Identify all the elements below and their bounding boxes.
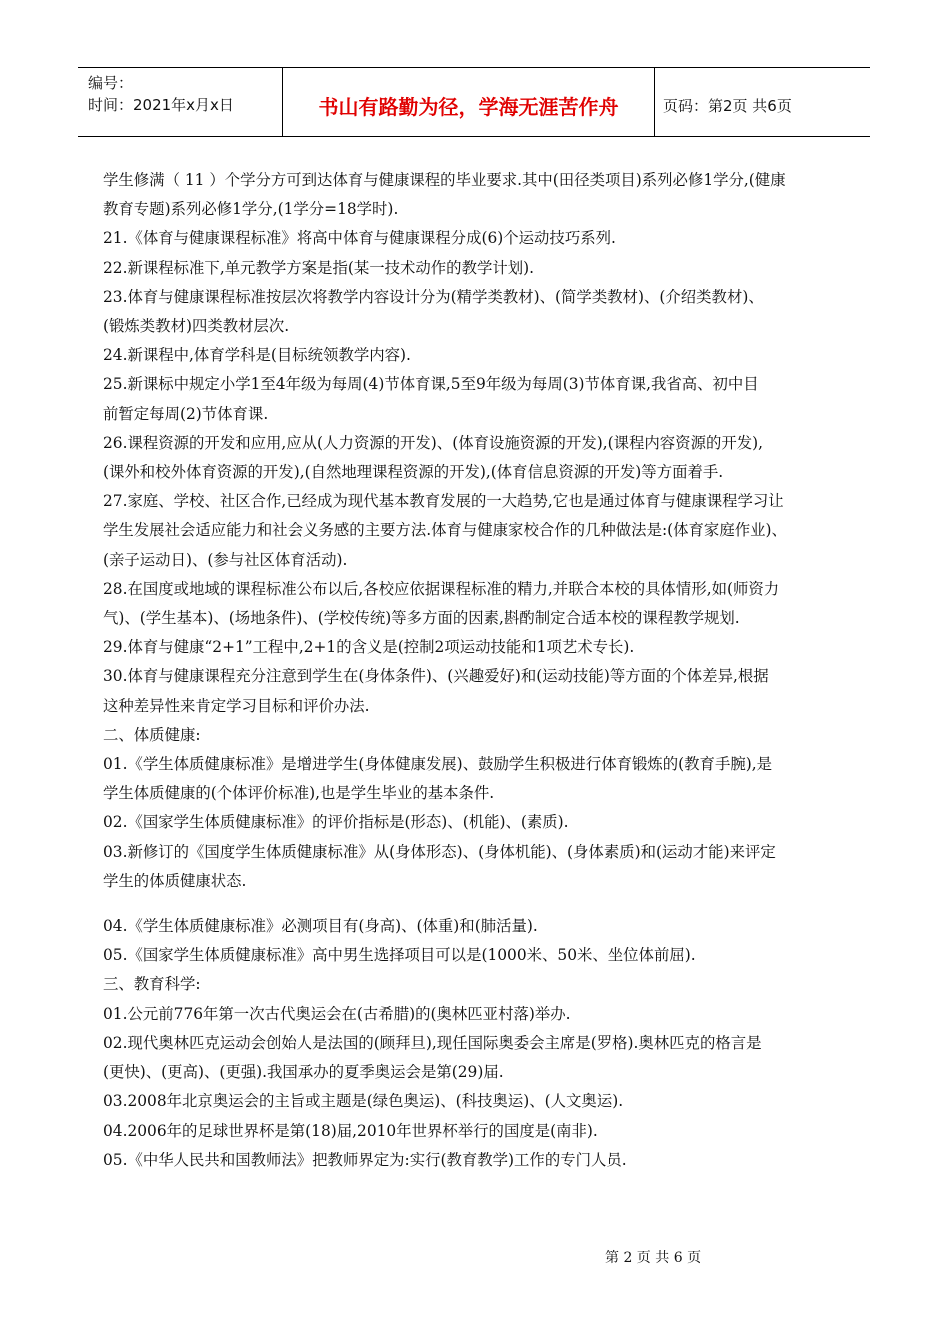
text-line: 学生的体质健康状态. [103, 871, 247, 890]
text-line: 学生发展社会适应能力和社会义务感的主要方法.体育与健康家校合作的几种做法是:(体育家庭作业)、 [103, 521, 787, 540]
text-line: 前暂定每周(2)节体育课. [103, 404, 269, 423]
text-line: 05.《中华人民共和国教师法》把教师界定为:实行(教育教学)工作的专门人员. [103, 1150, 627, 1169]
number-label: 编号： [88, 74, 134, 92]
paragraph-gap [103, 896, 851, 912]
text-line: 学生修满（ 11 ）个学分方可到达体育与健康课程的毕业要求.其中(田径类项目)系列必修1学分,(健康 [103, 171, 786, 189]
text-line: 05.《国家学生体质健康标准》高中男生选择项目可以是(1000米、50米、坐位体前屈). [103, 946, 696, 965]
text-line: 22.新课程标准下,单元教学方案是指(某一技术动作的教学计划). [103, 258, 535, 277]
body-block-1 [103, 166, 851, 896]
text-line: 04.2006年的足球世界杯是第(18)届,2010年世界杯举行的国度是(南非). [103, 1121, 598, 1140]
text-line: (更快)、(更高)、(更强).我国承办的夏季奥运会是第(29)届. [103, 1063, 504, 1082]
text-line: 25.新课标中规定小学1至4年级为每周(4)节体育课,5至9年级为每周(3)节体育课,我省高、初中目 [103, 375, 759, 394]
text-line: 24.新课程中,体育学科是(目标统领教学内容). [103, 346, 411, 365]
text-line: 21.《体育与健康课程标准》将高中体育与健康课程分成(6)个运动技巧系列. [103, 229, 616, 248]
text-line: 学生体质健康的(个体评价标准),也是学生毕业的基本条件. [103, 784, 495, 803]
text-line: 30.体育与健康课程充分注意到学生在(身体条件)、(兴趣爱好)和(运动技能)等方面的个体差异,根据 [103, 667, 769, 686]
text-line: 这种差异性来肯定学习目标和评价办法. [103, 696, 370, 715]
text-line: 03.2008年北京奥运会的主旨或主题是(绿色奥运)、(科技奥运)、(人文奥运). [103, 1092, 624, 1111]
text-line: 04.《学生体质健康标准》必测项目有(身高)、(体重)和(肺活量). [103, 917, 538, 936]
text-line: 气)、(学生基本)、(场地条件)、(学校传统)等多方面的因素,斟酌制定合适本校的课程教学规划. [103, 609, 740, 628]
text-line: 01.公元前776年第一次古代奥运会在(古希腊)的(奥林匹亚村落)举办. [103, 1004, 571, 1023]
header-page-label: 页码：第2页 共6页 [663, 96, 792, 115]
text-line: 28.在国度或地域的课程标准公布以后,各校应依据课程标准的精力,并联合本校的具体情形,如(师资力 [103, 579, 780, 598]
body-block-2 [103, 912, 851, 1175]
text-line: 03.新修订的《国度学生体质健康标准》从(身体形态)、(身体机能)、(身体素质)和(运动才能)来评定 [103, 842, 776, 861]
text-line: 02.《国家学生体质健康标准》的评价指标是(形态)、(机能)、(素质). [103, 813, 569, 832]
text-line: (课外和校外体育资源的开发),(自然地理课程资源的开发),(体育信息资源的开发)等方面着手. [103, 463, 724, 482]
page-footer: 第 2 页 共 6 页 [605, 1250, 702, 1266]
text-line: 02.现代奥林匹克运动会创始人是法国的(顾拜旦),现任国际奥委会主席是(罗格).奥林匹克的格言是 [103, 1033, 762, 1052]
text-line: 01.《学生体质健康标准》是增进学生(身体健康发展)、鼓励学生积极进行体育锻炼的(教育手腕),是 [103, 755, 773, 774]
page-header [78, 67, 870, 137]
text-line: 27.家庭、学校、社区合作,已经成为现代基本教育发展的一大趋势,它也是通过体育与健康课程学习让 [103, 492, 784, 511]
text-line: (锻炼类教材)四类教材层次. [103, 317, 290, 336]
text-line: 教育专题)系列必修1学分,(1学分=18学时). [103, 200, 399, 219]
header-meta [78, 68, 283, 136]
document-body [103, 166, 851, 1175]
text-line: 26.课程资源的开发和应用,应从(人力资源的开发)、(体育设施资源的开发),(课程内容资源的开发), [103, 433, 764, 452]
text-line: 二、体质健康: [103, 725, 201, 744]
text-line: (亲子运动日)、(参与社区体育活动). [103, 550, 348, 569]
text-line: 29.体育与健康“2+1”工程中,2+1的含义是(控制2项运动技能和1项艺术专长). [103, 638, 635, 657]
header-motto: 书山有路勤为径，学海无涯苦作舟 [283, 68, 655, 136]
text-line: 23.体育与健康课程标准按层次将教学内容设计分为(精学类教材)、(简学类教材)、(介绍类教材)、 [103, 287, 764, 306]
date-label: 时间：2021年x月x日 [88, 96, 234, 114]
text-line: 三、教育科学: [103, 975, 201, 994]
